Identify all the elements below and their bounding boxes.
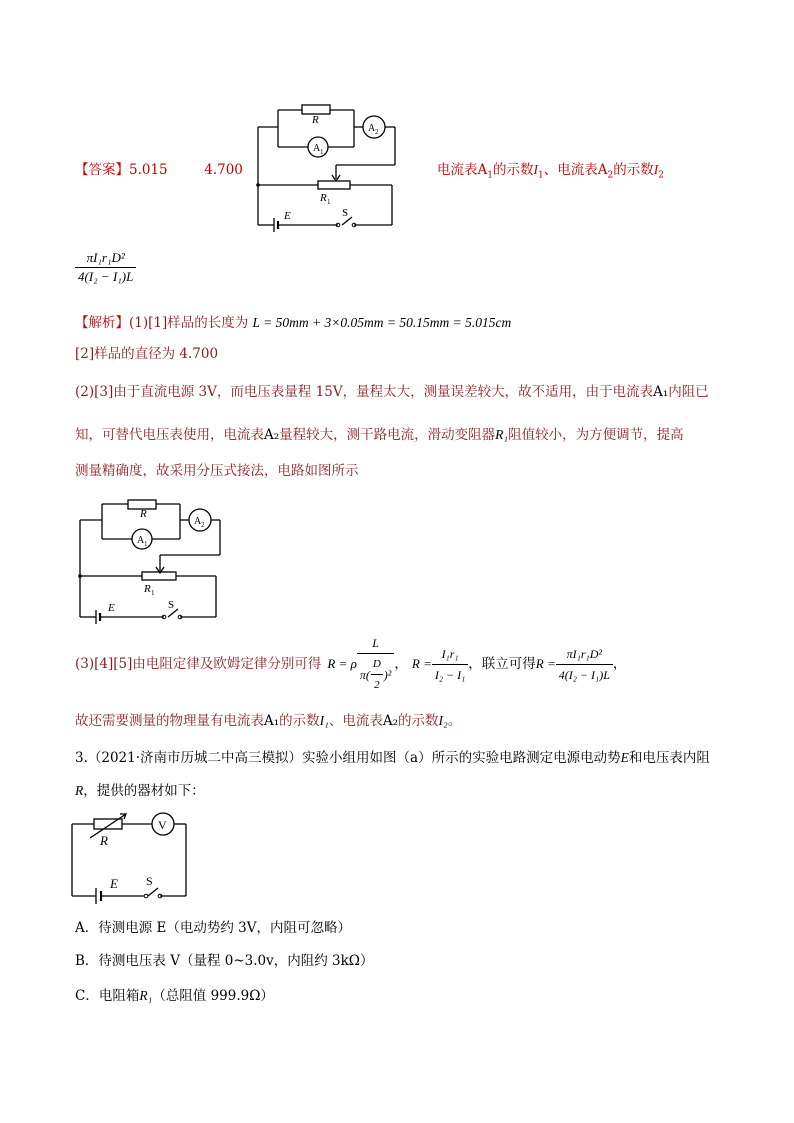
analysis-line-5: 测量精确度，故采用分压式接法，电路如图所示 [75,463,359,479]
question-3-line-1: 3.（2021·济南市历城二中高三模拟）实验小组用如图（a）所示的实验电路测定电源电动势E和电压表内阻 [75,750,710,766]
label-E: E [284,210,291,222]
svg-text:2: 2 [201,521,205,529]
analysis-line-4: 知，可替代电压表使用，电流表A₂量程较大，测干路电流，滑动变阻器R₁阻值较小，为方便调节，提高 [75,427,684,443]
svg-text:E: E [110,876,118,891]
analysis-tag: 【解析】 [75,315,129,331]
answer-line [75,161,243,179]
svg-text:V: V [158,818,167,832]
svg-text:A: A [194,516,202,527]
option-c: C．电阻箱R₁（总阻值 999.9Ω） [75,988,274,1004]
svg-text:R: R [100,833,108,848]
analysis-line-6: (3)[4][5]由电阻定律及欧姆定律分别可得 R = ρ L π( $\frac{D}{2}$ )² ， R = $\frac{\text{I₁r₁}}{\text{I₂ − I₁}}$ ，联立可得 R = $\frac{\text{πI₁r₁D²}}{\text{4(I₂ − I₁)L}}$ ， [75,636,626,692]
svg-text:1: 1 [151,589,155,597]
svg-text:2: 2 [375,128,379,136]
svg-text:A: A [137,535,145,546]
answer-formula: $\frac{\text{πI₁r₁D²}}{\text{4(I₂ − I₁)L}}$ [75,250,136,285]
svg-text:1: 1 [320,148,324,156]
option-a: A．待测电源 E（电动势约 3V，内阻可忽略） [75,920,352,936]
analysis-circuit-diagram [72,493,232,628]
label-A2: A [368,123,376,134]
resistor-R [302,105,330,114]
label-R1: R [320,192,327,204]
option-b: B．待测电压表 V（量程 0~3.0v，内阻约 3kΩ） [75,953,374,969]
svg-text:1: 1 [327,198,331,206]
label-R: R [312,114,319,126]
svg-text:1: 1 [144,540,148,548]
analysis-line-2: [2]样品的直径为 4.700 [75,346,219,362]
question-3-circuit-diagram [68,812,198,912]
resistor-box-R [94,819,122,829]
analysis-line-7: 故还需要测量的物理量有电流表A₁的示数I₁、电流表A₂的示数I₂。 [75,713,462,729]
answer-circuit-diagram [250,95,410,237]
label-A1: A [313,143,321,154]
rheostat-R1 [318,181,350,189]
svg-text:S: S [168,599,175,611]
svg-text:S: S [146,874,153,888]
svg-text:R: R [140,508,147,520]
answer-value-2: 4.700 [204,162,243,178]
svg-text:R: R [144,583,151,595]
analysis-line-1: 【解析】(1)[1]样品的长度为 L = 50mm + 3×0.05mm = 50.15mm = 5.015cm [75,315,512,331]
answer-tag: 【答案】 [75,162,129,178]
question-3-line-2: R，提供的器材如下： [75,783,205,799]
svg-text:E: E [108,602,115,614]
analysis-line-3: (2)[3]由于直流电源 3V，而电压表量程 15V，量程太大，测量误差较大，故不适用，由于电流表A₁内阻已 [75,384,709,400]
label-S: S [342,207,349,219]
answer-measured-quantities: 电流表$A_1$的示数$I_1$、电流表$A_2$的示数$I_2$ [437,162,664,181]
answer-value-1: 5.015 [129,162,168,178]
